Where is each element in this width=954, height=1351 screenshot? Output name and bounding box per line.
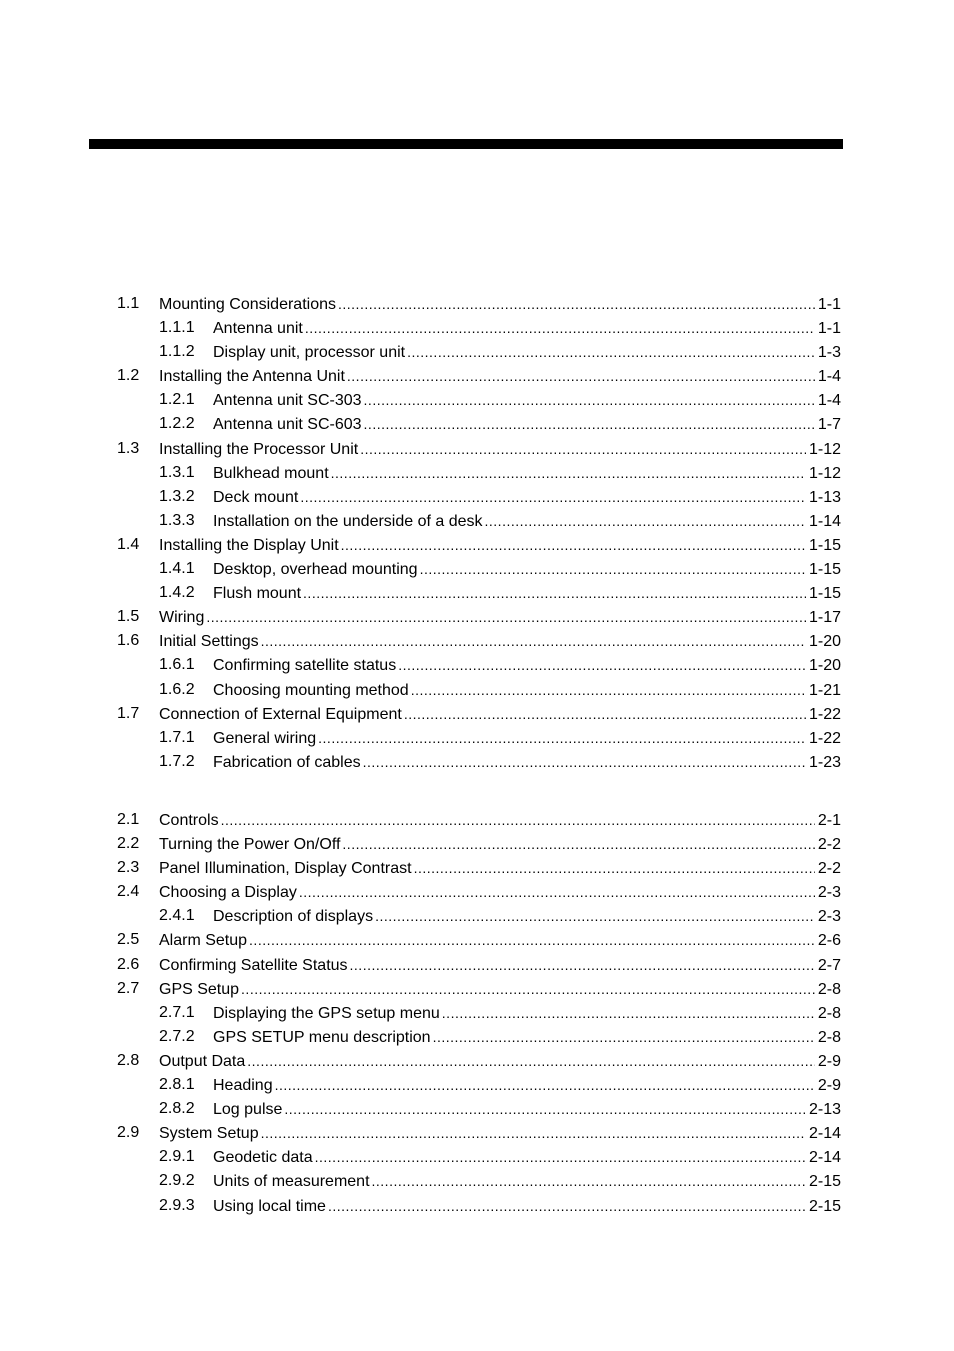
toc-dot-leader [328, 1194, 806, 1218]
toc-entry-title: Alarm Setup [159, 932, 248, 950]
toc-entry-number: 2.9.3 [159, 1196, 195, 1214]
toc-entry-number: 2.3 [117, 859, 140, 877]
toc-dot-leader [206, 605, 806, 629]
toc-entry-number: 2.8 [117, 1051, 140, 1069]
toc-entry [117, 316, 841, 340]
toc-dot-leader [247, 1049, 815, 1073]
toc-dot-leader [284, 1097, 806, 1121]
toc-entry [117, 1169, 841, 1193]
toc-entry-title: Mounting Considerations [159, 296, 336, 313]
toc-entry-title: Choosing mounting method [213, 681, 409, 699]
toc-entry-line [213, 1145, 841, 1170]
toc-entry-line [213, 750, 841, 775]
toc-entry [117, 485, 841, 509]
toc-dot-leader [249, 928, 815, 952]
toc-entry [117, 678, 841, 702]
toc-entry-line [159, 880, 841, 905]
toc-dot-leader [341, 533, 806, 557]
toc-entry-title: Connection of External Equipment [159, 705, 402, 723]
toc-entry-number: 2.5 [117, 931, 140, 949]
toc-dot-leader [442, 1001, 815, 1025]
toc-entry-line [213, 509, 841, 534]
toc-entry-line [213, 726, 841, 751]
toc-entry-number: 1.3.2 [159, 487, 195, 505]
toc-entry [117, 832, 841, 856]
toc-entry-title: Output Data [159, 1052, 246, 1070]
toc-entry [117, 388, 841, 412]
toc-entry-page: 2-3 [817, 884, 841, 902]
toc-entry-title: Using local time [213, 1197, 326, 1215]
toc-entry [117, 750, 841, 774]
toc-entry-page: 1-3 [817, 344, 841, 362]
toc-entry [117, 605, 841, 629]
toc-entry-number: 1.6.1 [159, 656, 195, 674]
toc-entry-line [213, 1194, 841, 1219]
toc-entry-line [213, 388, 841, 413]
toc-entry-page: 1-7 [817, 416, 841, 434]
toc-entry-title: Installing the Display Unit [159, 536, 339, 554]
toc-entry-title: Antenna unit [213, 320, 303, 338]
toc-entry-page: 2-1 [817, 812, 841, 829]
toc-entry-page: 1-15 [808, 585, 841, 603]
toc-entry [117, 340, 841, 364]
toc-dot-leader [221, 808, 815, 832]
toc-entry-line [159, 629, 841, 654]
toc-entry-page: 1-20 [808, 633, 841, 651]
toc-entry-page: 2-8 [817, 980, 841, 998]
toc-dot-leader [404, 702, 806, 726]
toc-entry-number: 1.6 [117, 632, 140, 650]
toc-entry [117, 904, 841, 928]
toc-entry-line [159, 605, 841, 630]
toc-entry [117, 702, 841, 726]
toc-entry [117, 581, 841, 605]
toc-dot-leader [375, 904, 815, 928]
toc-entry [117, 977, 841, 1001]
toc-entry-page: 1-21 [808, 681, 841, 699]
toc-entry-page: 2-9 [817, 1077, 841, 1095]
toc-entry-line [213, 581, 841, 606]
toc-entry-number: 2.8.1 [159, 1076, 195, 1094]
toc-dot-leader [485, 509, 806, 533]
toc-entry-title: Panel Illumination, Display Contrast [159, 860, 412, 878]
toc-entry-title: Turning the Power On/Off [159, 836, 341, 854]
toc-entry-title: System Setup [159, 1125, 259, 1143]
toc-entry-page: 2-7 [817, 956, 841, 974]
toc-entry-page: 1-23 [808, 753, 841, 771]
toc-entry-line [213, 1169, 841, 1194]
toc-entry-number: 2.6 [117, 955, 140, 973]
toc-entry-line [159, 292, 841, 317]
toc-entry-line [213, 557, 841, 582]
toc-entry [117, 726, 841, 750]
toc-entry-title: Units of measurement [213, 1173, 370, 1191]
toc-dot-leader [364, 412, 815, 436]
toc-entry [117, 1001, 841, 1025]
toc-dot-leader [331, 461, 806, 485]
toc-entry-number: 1.3 [117, 439, 140, 457]
toc-entry-number: 1.4.2 [159, 584, 195, 602]
toc-entry-line [213, 316, 841, 341]
toc-dot-leader [420, 557, 806, 581]
toc-entry-title: Choosing a Display [159, 884, 297, 902]
toc-entry-number: 2.7 [117, 979, 140, 997]
toc-entry [117, 437, 841, 461]
toc-dot-leader [350, 953, 815, 977]
toc-entry-number: 1.2.2 [159, 415, 195, 433]
toc-entry-number: 2.2 [117, 835, 140, 853]
toc-entry-number: 1.1 [117, 295, 140, 312]
toc-entry-page: 2-15 [808, 1173, 841, 1191]
toc-entry-title: Confirming satellite status [213, 657, 397, 675]
toc-dot-leader [372, 1169, 806, 1193]
toc-entry-number: 2.8.2 [159, 1100, 195, 1118]
toc-entry-line [159, 808, 841, 833]
toc-entry [117, 953, 841, 977]
toc-entry [117, 1194, 841, 1218]
toc-entry [117, 808, 841, 832]
toc-entry [117, 1049, 841, 1073]
toc-entry-title: Confirming Satellite Status [159, 956, 348, 974]
toc-dot-leader [261, 629, 806, 653]
toc-entry-number: 2.7.1 [159, 1003, 195, 1021]
toc-entry-page: 2-14 [808, 1149, 841, 1167]
toc-entry-page: 2-14 [808, 1125, 841, 1143]
toc-dot-leader [261, 1121, 806, 1145]
toc-entry [117, 412, 841, 436]
toc-dot-leader [347, 364, 815, 388]
toc-entry-page: 1-4 [817, 392, 841, 410]
toc-entry-page: 2-6 [817, 932, 841, 950]
toc-entry-number: 1.4 [117, 535, 140, 553]
toc-entry-page: 1-15 [808, 561, 841, 579]
toc-dot-leader [299, 880, 815, 904]
toc-entry-line [213, 1097, 841, 1122]
toc-entry-title: Display unit, processor unit [213, 344, 406, 362]
toc-entry-line [213, 1025, 841, 1050]
toc-entry-number: 2.9.2 [159, 1172, 195, 1190]
toc-entry-line [213, 412, 841, 437]
toc-entry [117, 1097, 841, 1121]
toc-entry-title: Installing the Antenna Unit [159, 368, 345, 386]
toc-entry-page: 2-8 [817, 1028, 841, 1046]
toc-entry [117, 364, 841, 388]
toc-entry-line [159, 953, 841, 978]
toc-entry-line [213, 1073, 841, 1098]
toc-entry [117, 629, 841, 653]
toc-dot-leader [414, 856, 815, 880]
toc-entry-title: GPS SETUP menu description [213, 1028, 431, 1046]
toc-entry-number: 2.1 [117, 811, 140, 828]
toc-entry-line [159, 1049, 841, 1074]
toc-entry [117, 509, 841, 533]
toc-entry-number: 1.2.1 [159, 391, 195, 409]
toc-entry-line [159, 437, 841, 462]
toc-entry-title: Installation on the underside of a desk [213, 512, 483, 530]
toc-entry-number: 1.1.2 [159, 343, 195, 361]
toc-entry [117, 653, 841, 677]
toc-entry-line [213, 653, 841, 678]
toc-entry-title: Displaying the GPS setup menu [213, 1004, 440, 1022]
toc-entry-page: 2-3 [817, 908, 841, 926]
toc-entry-title: Bulkhead mount [213, 464, 329, 482]
toc-entry-page: 2-8 [817, 1004, 841, 1022]
toc-entry-title: Controls [159, 812, 219, 829]
toc-entry-line [159, 702, 841, 727]
toc-entry-title: Deck mount [213, 488, 299, 506]
toc-entry [117, 533, 841, 557]
toc-entry-number: 1.6.2 [159, 680, 195, 698]
header-rule [89, 139, 843, 149]
toc-entry [117, 292, 841, 316]
toc-entry-page: 2-13 [808, 1101, 841, 1119]
toc-section-chapter-2 [117, 808, 841, 1218]
toc-entry-line [213, 678, 841, 703]
toc-entry-title: Antenna unit SC-603 [213, 416, 362, 434]
toc-entry-line [213, 485, 841, 510]
toc-entry-number: 1.7 [117, 704, 140, 722]
toc-entry-number: 2.9.1 [159, 1148, 195, 1166]
toc-entry-page: 1-15 [808, 536, 841, 554]
toc-entry-line [159, 1121, 841, 1146]
toc-entry-page: 1-1 [817, 320, 841, 338]
toc-entry [117, 1145, 841, 1169]
toc-entry-page: 1-1 [817, 296, 841, 313]
toc-entry-page: 1-13 [808, 488, 841, 506]
toc-entry-number: 1.7.2 [159, 752, 195, 770]
toc-section-chapter-1 [117, 292, 841, 774]
toc-dot-leader [407, 340, 815, 364]
toc-entry-number: 1.7.1 [159, 728, 195, 746]
toc-entry-title: Geodetic data [213, 1149, 313, 1167]
toc-entry-title: Initial Settings [159, 633, 259, 651]
toc-entry-number: 1.2 [117, 367, 140, 385]
toc-entry-line [159, 533, 841, 558]
toc-entry-line [159, 832, 841, 857]
toc-entry-number: 2.7.2 [159, 1027, 195, 1045]
toc-entry-page: 2-15 [808, 1197, 841, 1215]
toc-entry-page: 1-14 [808, 512, 841, 530]
toc-entry-number: 2.9 [117, 1124, 140, 1142]
toc-dot-leader [315, 1145, 806, 1169]
toc-dot-leader [411, 678, 806, 702]
toc-entry-title: General wiring [213, 729, 317, 747]
toc-entry-page: 1-17 [808, 609, 841, 627]
toc-entry-number: 1.4.1 [159, 560, 195, 578]
toc-entry-page: 2-2 [817, 860, 841, 878]
toc-entry-title: Desktop, overhead mounting [213, 561, 418, 579]
toc-entry-page: 1-12 [808, 440, 841, 458]
toc-entry-page: 2-2 [817, 836, 841, 854]
toc-entry [117, 880, 841, 904]
toc-entry-line [159, 856, 841, 881]
toc-entry-line [213, 1001, 841, 1026]
toc-entry-title: Flush mount [213, 585, 302, 603]
toc-entry-number: 1.5 [117, 608, 140, 626]
toc-dot-leader [360, 437, 806, 461]
toc-entry-number: 1.3.1 [159, 463, 195, 481]
toc-entry-title: Log pulse [213, 1101, 283, 1119]
toc-entry-line [159, 928, 841, 953]
toc-dot-leader [338, 292, 815, 316]
toc-entry-title: Description of displays [213, 908, 374, 926]
toc-entry [117, 928, 841, 952]
toc-entry [117, 1025, 841, 1049]
toc-entry-page: 1-4 [817, 368, 841, 386]
toc-entry-page: 1-12 [808, 464, 841, 482]
toc-entry-number: 1.3.3 [159, 511, 195, 529]
toc-dot-leader [318, 726, 806, 750]
toc-entry-line [213, 461, 841, 486]
toc-dot-leader [300, 485, 806, 509]
toc-entry [117, 1121, 841, 1145]
toc-entry-title: Wiring [159, 609, 205, 627]
toc-dot-leader [303, 581, 806, 605]
toc-entry-line [213, 340, 841, 365]
toc-entry [117, 1073, 841, 1097]
toc-entry-title: GPS Setup [159, 980, 240, 998]
toc-entry-line [159, 977, 841, 1002]
toc-dot-leader [342, 832, 814, 856]
toc-entry-number: 1.1.1 [159, 319, 195, 337]
toc-entry-title: Heading [213, 1077, 273, 1095]
toc-entry-page: 2-9 [817, 1052, 841, 1070]
toc-entry-line [213, 904, 841, 929]
toc-dot-leader [241, 977, 815, 1001]
toc-entry [117, 856, 841, 880]
toc-entry-number: 2.4.1 [159, 907, 195, 925]
toc-entry-page: 1-22 [808, 705, 841, 723]
toc-dot-leader [305, 316, 815, 340]
toc-entry [117, 461, 841, 485]
toc-dot-leader [364, 388, 815, 412]
toc-dot-leader [363, 750, 806, 774]
toc-entry [117, 557, 841, 581]
toc-entry-page: 1-20 [808, 657, 841, 675]
toc-dot-leader [398, 653, 806, 677]
toc-entry-title: Fabrication of cables [213, 753, 361, 771]
toc-entry-title: Installing the Processor Unit [159, 440, 359, 458]
toc-entry-page: 1-22 [808, 729, 841, 747]
toc-dot-leader [275, 1073, 815, 1097]
toc-entry-line [159, 364, 841, 389]
toc-entry-title: Antenna unit SC-303 [213, 392, 362, 410]
toc-dot-leader [433, 1025, 815, 1049]
toc-entry-number: 2.4 [117, 883, 140, 901]
